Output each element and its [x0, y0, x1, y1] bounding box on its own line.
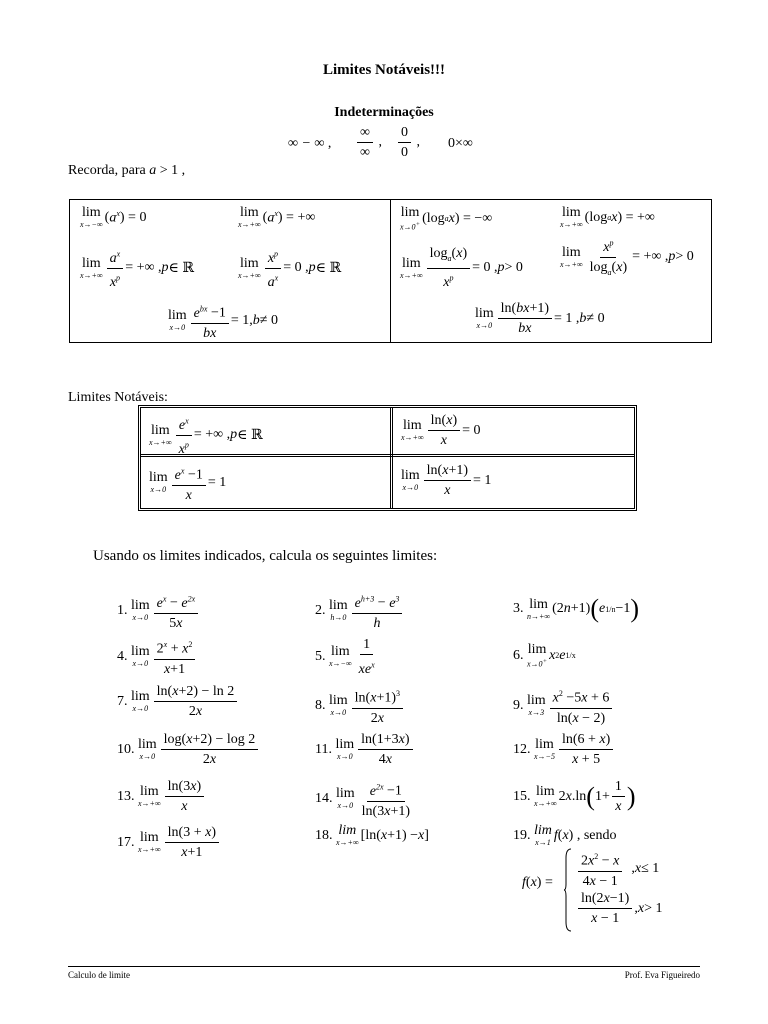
- exercise-1: 1. lim x→0 $\frac{e^x - e^{2x}}{5x}$: [117, 590, 200, 632]
- notable-col-divider: [390, 408, 393, 508]
- footer-rule: [68, 966, 700, 967]
- exercise-6: 6. lim x→0+ x 2 e 1/x: [513, 642, 576, 669]
- exercise-4: 4. lim x→0 $\frac{2^x + x^2}{x+1}$: [117, 636, 197, 678]
- recorda-text: Recorda, para a > 1 ,: [68, 163, 186, 178]
- exercise-12: 12. lim x→−5 $\frac{\ln(6 + x)}{x + 5}$: [513, 731, 615, 768]
- exercise-3: 3. lim n→+∞ (2 n +1) ( e 1/n −1 ): [513, 594, 640, 623]
- exercise-5: 5. lim x→−∞ $\frac{1}{xe^x}$: [315, 637, 375, 677]
- reference-limits-box: [69, 199, 712, 343]
- indetermination-4: 0×∞: [448, 136, 473, 151]
- limit-x-p-over-log: lim x→+∞ $\frac{x^p}{\log_a(x)}$ = +∞ , p > 0: [560, 234, 694, 280]
- limit-exp-bx: lim x→0 $\frac{e^{bx} -1}{bx}$ = 1, b ≠ 0: [168, 300, 278, 342]
- piecewise-brace: [564, 848, 572, 932]
- limit-ln-bx: lim x→0 $\frac{\ln(bx+1)}{bx}$ = 1 , b ≠ 0: [475, 301, 605, 336]
- exercise-19: 19. lim x→1 f ( x ) , sendo: [513, 823, 617, 847]
- notable-limit-ln-x-plus-1: lim x→0 $\frac{\ln(x+1)}{x}$ = 1: [401, 463, 492, 498]
- limit-a-x-minus-inf: lim x→−∞ ( $a^x$ ) = 0: [80, 205, 147, 229]
- exercise-intro: Usando os limites indicados, calcula os seguintes limites:: [93, 548, 438, 564]
- exercise-8: 8. lim x→0 $\frac{\ln(x+1)^3}{2x}$: [315, 685, 405, 727]
- indetermination-2: $\frac{\infty}{\infty}$ ,: [355, 124, 382, 161]
- indeterminations-heading: Indeterminações: [334, 105, 434, 120]
- limit-a-x-plus-inf: lim x→+∞ ( $a^x$ ) = +∞: [238, 205, 316, 229]
- notable-limits-box: [138, 405, 637, 511]
- box-divider: [390, 200, 391, 342]
- indetermination-3: $\frac{0}{0}$ ,: [396, 124, 420, 161]
- exercise-15: 15. lim x→+∞ 2 x .ln ( 1+ $\frac{1}{x}$ ): [513, 779, 636, 814]
- exercise-9: 9. lim x→3 $\frac{x^2 -5x + 6}{\ln(x - 2)}$: [513, 685, 614, 727]
- exercise-7: 7. lim x→0 $\frac{\ln(x+2) - \ln 2}{2x}$: [117, 683, 239, 720]
- exercise-17: 17. lim x→+∞ $\frac{\ln(3 + x)}{x+1}$: [117, 824, 221, 861]
- notaveis-label: Limites Notáveis:: [68, 390, 168, 405]
- exercise-2: 2. lim h→0 $\frac{e^{h+3} - e^3}{h}$: [315, 590, 404, 632]
- piecewise-case-1: $\frac{2x^2 - x}{4x - 1}$ , x ≤ 1: [576, 848, 659, 890]
- footer-right: Prof. Eva Figueiredo: [624, 970, 700, 980]
- notable-limit-ex-over-xp: lim x→+∞ $\frac{e^x}{x^p}$ = +∞ , p ∈ ℝ: [149, 412, 263, 458]
- exercise-13: 13. lim x→+∞ $\frac{\ln(3x)}{x}$: [117, 778, 206, 815]
- limit-x-p-over-a-x: lim x→+∞ $\frac{x^p}{a^x}$ = 0 , p ∈ ℝ: [238, 245, 341, 291]
- limit-a-x-over-x-p: lim x→+∞ $\frac{a^x}{x^p}$ = +∞ , p ∈ ℝ: [80, 245, 194, 291]
- page-title: Limites Notáveis!!!: [322, 62, 446, 78]
- exercise-14: 14. lim x→0 $\frac{e^{2x} -1}{\ln(3x+1)}$: [315, 778, 415, 820]
- notable-limit-lnx-over-x: lim x→+∞ $\frac{\ln(x)}{x}$ = 0: [401, 413, 481, 448]
- exercise-18: 18. lim x→+∞ [ln( x +1) − x ]: [315, 823, 429, 847]
- piecewise-fx-label: f(x) =: [522, 875, 553, 890]
- limit-log-plus-inf: lim x→+∞ (log a x ) = +∞: [560, 205, 655, 229]
- limit-log-zero: lim x→0+ (log a x ) = −∞: [400, 205, 493, 232]
- footer-left: Calculo de limite: [68, 970, 130, 980]
- indetermination-1: ∞ − ∞ ,: [288, 136, 332, 151]
- notable-limit-ex-minus-1: lim x→0 $\frac{e^x -1}{x}$ = 1: [149, 462, 226, 504]
- piecewise-case-2: $\frac{\ln(2x-1)}{x - 1}$ , x > 1: [576, 890, 662, 927]
- exercise-10: 10. lim x→0 $\frac{\log(x+2) - \log 2}{2x}$: [117, 731, 260, 768]
- piecewise-function: [522, 848, 712, 932]
- exercise-11: 11. lim x→0 $\frac{\ln(1+3x)}{4x}$: [315, 731, 415, 768]
- limit-log-over-x-p: lim x→+∞ $\frac{\log_a(x)}{x^p}$ = 0 , p > 0: [400, 246, 523, 291]
